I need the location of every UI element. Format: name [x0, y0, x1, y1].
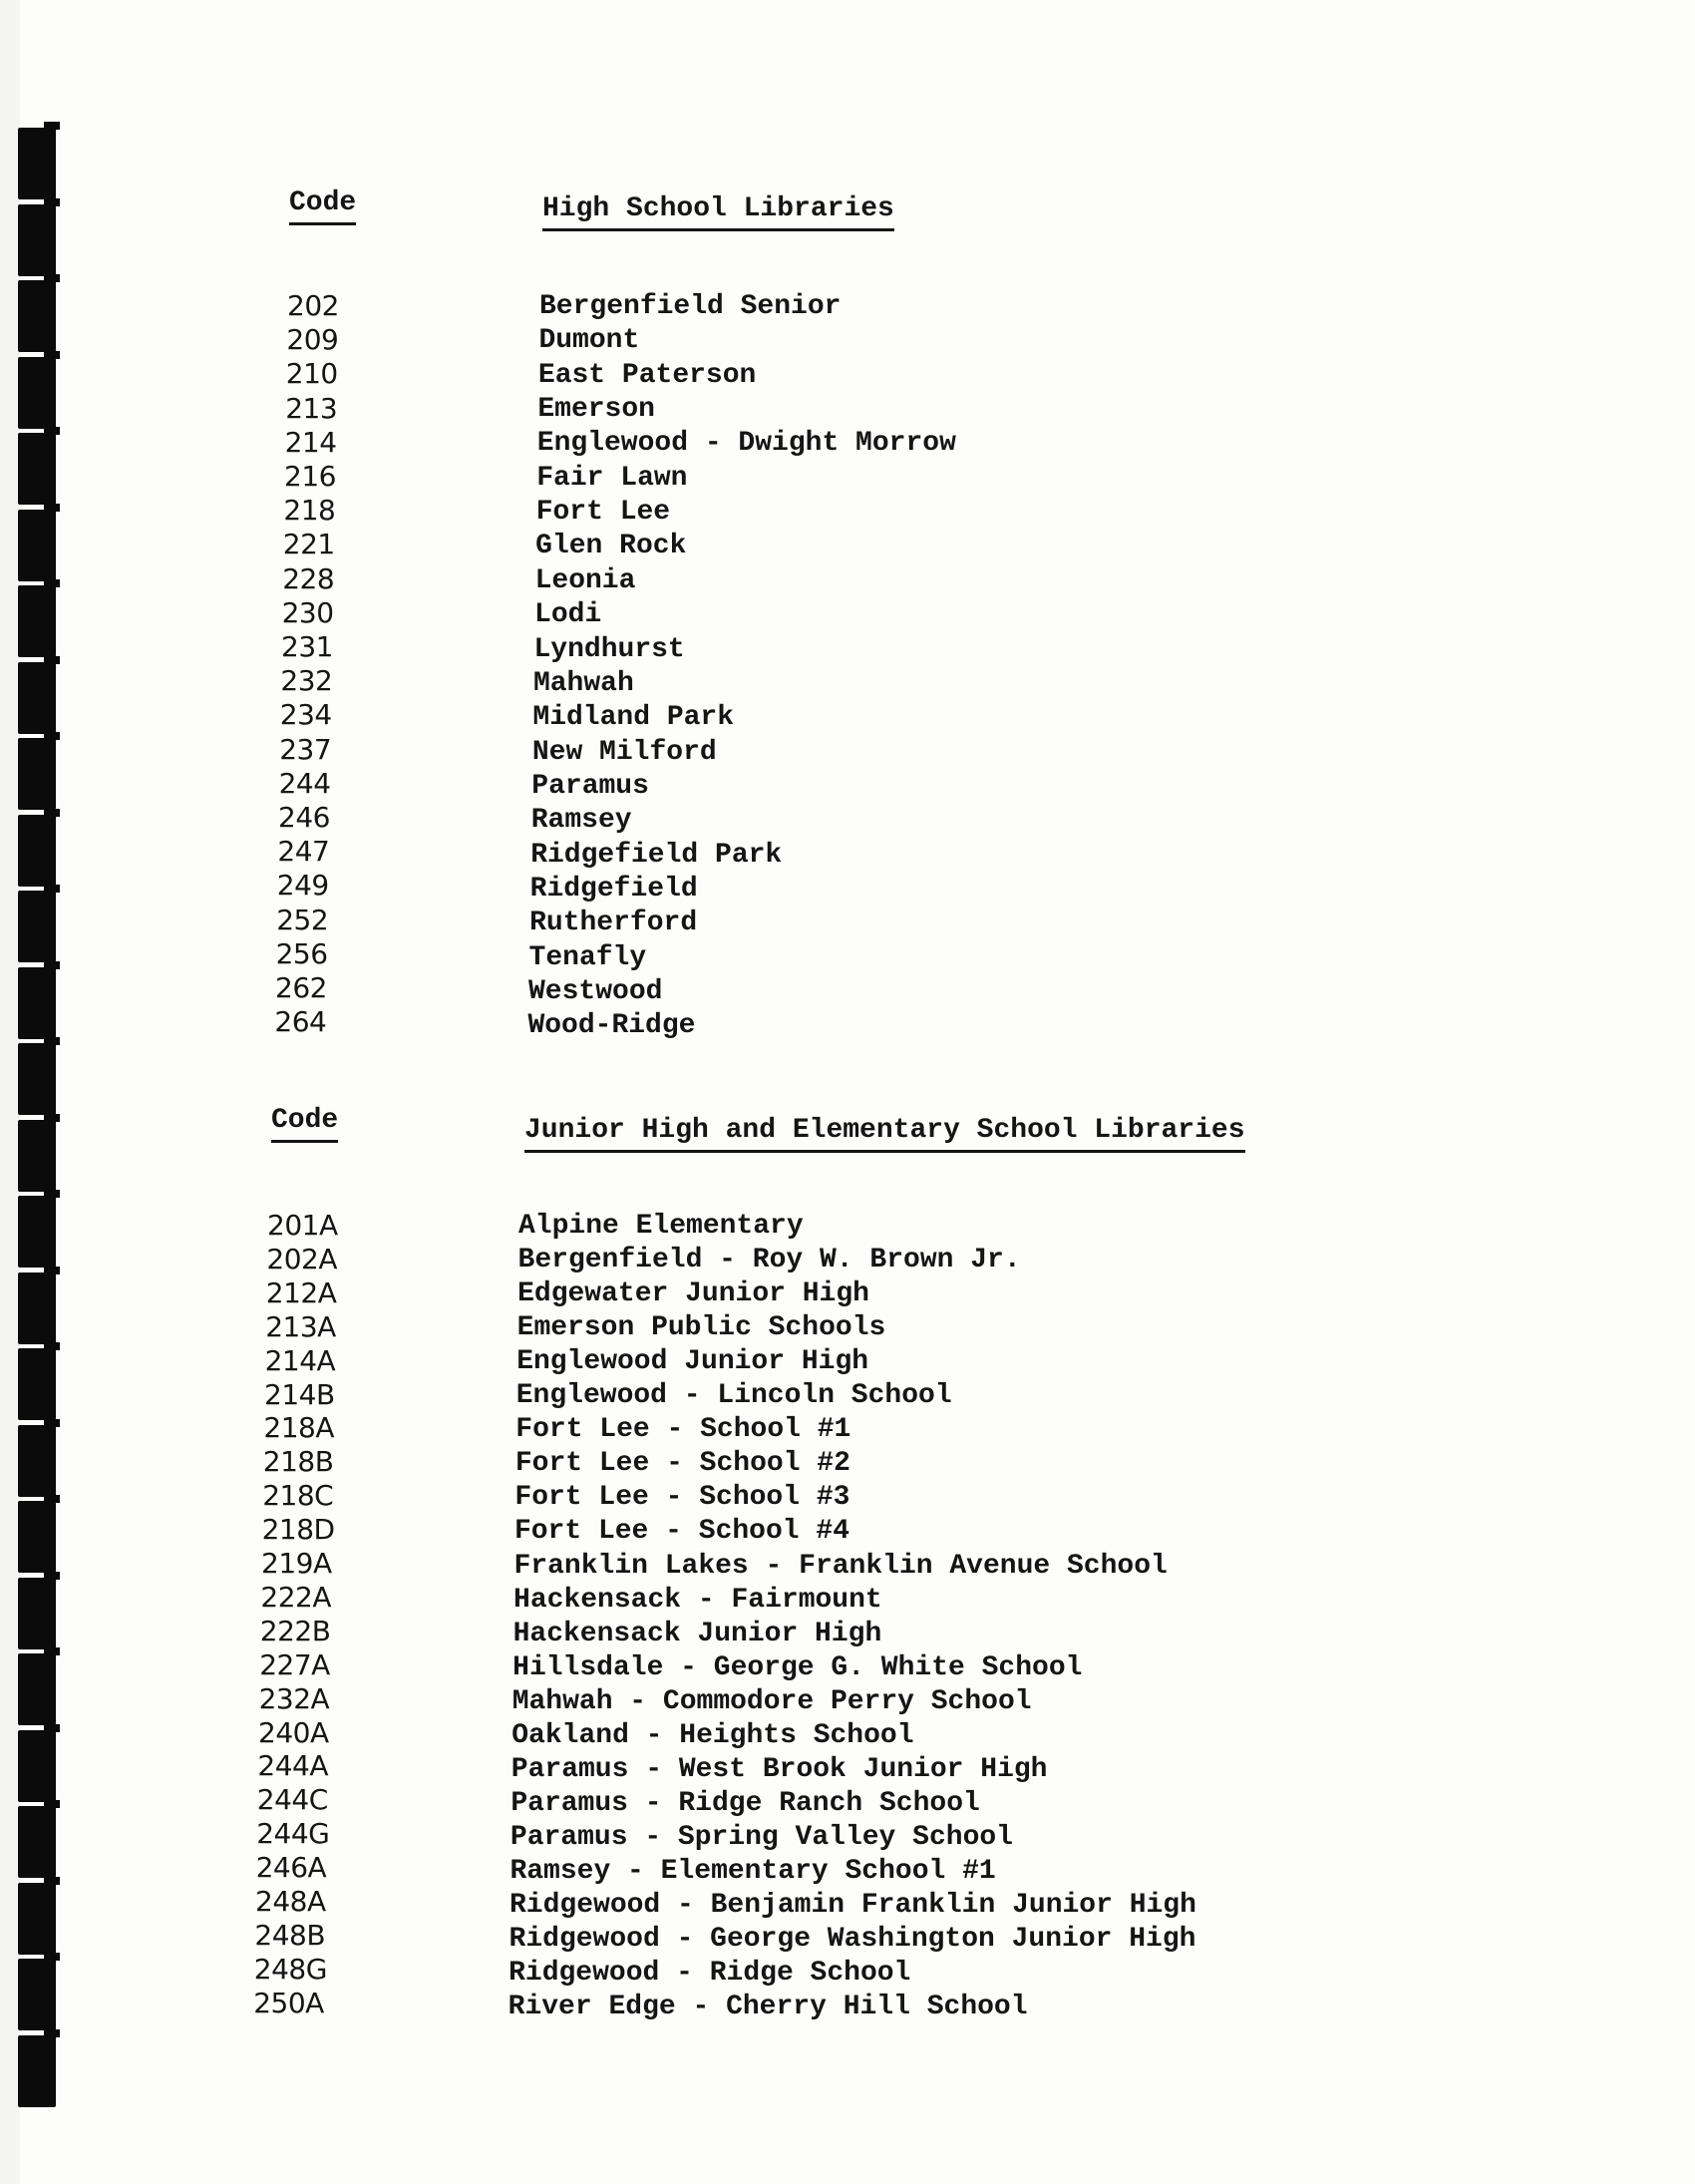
list-item: [0, 1344, 1695, 1378]
list-item: [0, 1885, 1695, 1919]
library-code: 218B: [262, 1445, 334, 1479]
library-name: East Paterson: [537, 359, 757, 391]
list-item: [0, 904, 1695, 937]
library-name: Emerson Public Schools: [516, 1312, 886, 1344]
list-item: [0, 971, 1695, 1005]
list-item: [0, 1952, 1695, 1990]
library-code: 218: [283, 494, 336, 528]
library-name: Fair Lawn: [536, 462, 688, 494]
list-item: [0, 1547, 1695, 1581]
list-item: [0, 323, 1695, 357]
library-code: 252: [276, 903, 329, 936]
list-item: [0, 1817, 1695, 1851]
library-code: 221: [282, 528, 335, 561]
list-item: [0, 664, 1695, 698]
binding-slot: [18, 128, 56, 199]
list-item: [0, 1378, 1695, 1412]
library-code: 264: [274, 1005, 327, 1039]
library-code: 219A: [261, 1547, 332, 1580]
library-name: Fort Lee - School #4: [513, 1516, 849, 1548]
library-code: 244: [278, 766, 331, 800]
library-code: 246A: [255, 1851, 327, 1885]
list-item: [0, 357, 1695, 391]
library-code: 218C: [262, 1479, 334, 1513]
library-name: Fort Lee: [535, 497, 671, 529]
binding-slot: [18, 204, 56, 276]
library-name: Englewood - Dwight Morrow: [536, 428, 956, 460]
library-name: Ridgefield: [529, 873, 698, 905]
binding-slot: [18, 1043, 56, 1115]
library-name: Dumont: [538, 325, 640, 357]
library-name: Mahwah - Commodore Perry School: [511, 1685, 1032, 1717]
library-name: Fort Lee - School #3: [514, 1482, 850, 1514]
library-code: 213: [285, 391, 338, 425]
library-code: 231: [281, 630, 333, 663]
library-code: 209: [286, 323, 339, 357]
binding-slot: [18, 2035, 56, 2107]
list-item: [0, 1209, 1695, 1243]
library-name: Hackensack - Fairmount: [513, 1584, 882, 1616]
library-code: 244C: [256, 1783, 328, 1817]
library-name: Hackensack Junior High: [512, 1618, 882, 1649]
library-code: 249: [276, 869, 329, 903]
library-code: 262: [275, 971, 327, 1004]
library-code: 202: [287, 289, 339, 322]
list-item: [0, 494, 1695, 528]
library-code: 232A: [258, 1681, 330, 1715]
list-item: [0, 596, 1695, 630]
library-name: Fort Lee - School #2: [514, 1448, 850, 1480]
list-item: [0, 1648, 1695, 1682]
library-name: Lodi: [534, 599, 602, 631]
library-code: 247: [277, 835, 330, 869]
section-title: Junior High and Elementary School Libraries: [524, 1115, 1245, 1146]
library-code: 240A: [258, 1715, 329, 1749]
library-name: Wood-Ridge: [527, 1010, 696, 1042]
library-code: 244A: [257, 1749, 328, 1783]
library-code: 218D: [261, 1513, 335, 1547]
list-item: [0, 1581, 1695, 1615]
library-code: 227A: [259, 1647, 330, 1681]
library-name: Paramus - Spring Valley School: [509, 1821, 1013, 1853]
library-name: Mahwah: [532, 667, 634, 699]
library-code: 216: [284, 460, 336, 493]
binding-slot: [18, 1120, 56, 1192]
library-name: Lyndhurst: [533, 633, 685, 665]
list-item: [0, 937, 1695, 971]
section-title: High School Libraries: [542, 193, 894, 224]
library-code: 237: [279, 732, 332, 766]
list-item: [0, 1445, 1695, 1479]
library-code: 201A: [267, 1209, 338, 1242]
library-name: Bergenfield - Roy W. Brown Jr.: [517, 1245, 1021, 1276]
library-code: 214: [284, 425, 337, 459]
library-name: Emerson: [537, 394, 655, 426]
list-item: [0, 1276, 1695, 1310]
list-item: [0, 1479, 1695, 1513]
library-name: Ridgewood - Benjamin Franklin Junior High: [509, 1890, 1196, 1921]
list-item: [0, 801, 1695, 835]
library-code: 214A: [264, 1343, 336, 1377]
list-item: [0, 1411, 1695, 1445]
list-item: [0, 528, 1695, 561]
library-name: Paramus - Ridge Ranch School: [510, 1787, 980, 1819]
library-name: Hillsdale - George G. White School: [512, 1651, 1083, 1683]
library-code: 244G: [256, 1817, 330, 1851]
library-name: Edgewater Junior High: [517, 1278, 869, 1310]
library-name: Glen Rock: [535, 531, 687, 562]
library-code: 250A: [253, 1986, 324, 2019]
library-name: Ramsey - Elementary School #1: [509, 1855, 996, 1887]
list-item: [0, 1243, 1695, 1276]
list-item: [0, 1513, 1695, 1547]
list-item: [0, 869, 1695, 903]
library-name: Midland Park: [532, 702, 735, 734]
list-item: [0, 835, 1695, 869]
library-code: 202A: [266, 1242, 337, 1275]
list-item: [0, 1005, 1695, 1042]
library-code: 246: [278, 801, 330, 834]
list-item: [0, 733, 1695, 767]
list-item: [0, 1918, 1695, 1956]
list-item: [0, 1851, 1695, 1885]
list-item: [0, 1615, 1695, 1648]
library-name: Ridgefield Park: [530, 839, 783, 871]
list-item: [0, 426, 1695, 460]
library-code: 248G: [253, 1952, 327, 1986]
library-code: 234: [279, 698, 332, 732]
library-name: Englewood Junior High: [516, 1346, 869, 1378]
library-name: Franklin Lakes - Franklin Avenue School: [513, 1550, 1168, 1582]
list-item: [0, 562, 1695, 596]
library-code: 248B: [254, 1918, 326, 1952]
list-item: [0, 1783, 1695, 1817]
library-name: Englewood - Lincoln School: [515, 1380, 952, 1412]
list-item: [0, 1682, 1695, 1716]
code-column-header: Code: [289, 187, 356, 218]
library-code: 214B: [264, 1377, 335, 1411]
library-code: 228: [282, 561, 335, 595]
library-name: Bergenfield Senior: [539, 291, 842, 322]
library-name: Oakland - Heights School: [511, 1719, 914, 1751]
library-code: 256: [275, 936, 328, 970]
list-item: [0, 1716, 1695, 1750]
library-name: River Edge - Cherry Hill School: [508, 1992, 1028, 2023]
library-name: Ridgewood - George Washington Junior High: [508, 1924, 1196, 1956]
library-name: Fort Lee - School #1: [515, 1414, 851, 1446]
library-code: 213A: [265, 1309, 336, 1343]
list-item: [0, 392, 1695, 426]
library-name: Tenafly: [528, 941, 647, 973]
library-name: Ridgewood - Ridge School: [508, 1958, 911, 1990]
library-name: Ramsey: [530, 805, 632, 837]
library-name: Rutherford: [529, 908, 698, 939]
list-item: [0, 767, 1695, 801]
list-item: [0, 1986, 1695, 2023]
library-code: 210: [285, 357, 338, 391]
list-item: [0, 630, 1695, 664]
code-column-header: Code: [271, 1105, 338, 1136]
library-code: 218A: [263, 1411, 334, 1445]
list-item: [0, 698, 1695, 732]
library-name: Alpine Elementary: [518, 1211, 804, 1242]
list-item: [0, 289, 1695, 323]
list-item: [0, 460, 1695, 494]
list-item: [0, 1749, 1695, 1783]
library-name: Leonia: [534, 564, 636, 596]
library-code: 248A: [255, 1885, 326, 1918]
list-item: [0, 1310, 1695, 1344]
library-code: 232: [280, 664, 333, 698]
library-name: Paramus: [531, 770, 649, 802]
library-name: Westwood: [528, 976, 663, 1007]
library-name: New Milford: [531, 736, 717, 768]
library-name: Paramus - West Brook Junior High: [510, 1753, 1048, 1785]
library-code: 230: [281, 595, 334, 629]
library-code: 222B: [259, 1614, 331, 1647]
library-code: 222A: [260, 1580, 331, 1614]
library-code: 212A: [265, 1275, 337, 1309]
